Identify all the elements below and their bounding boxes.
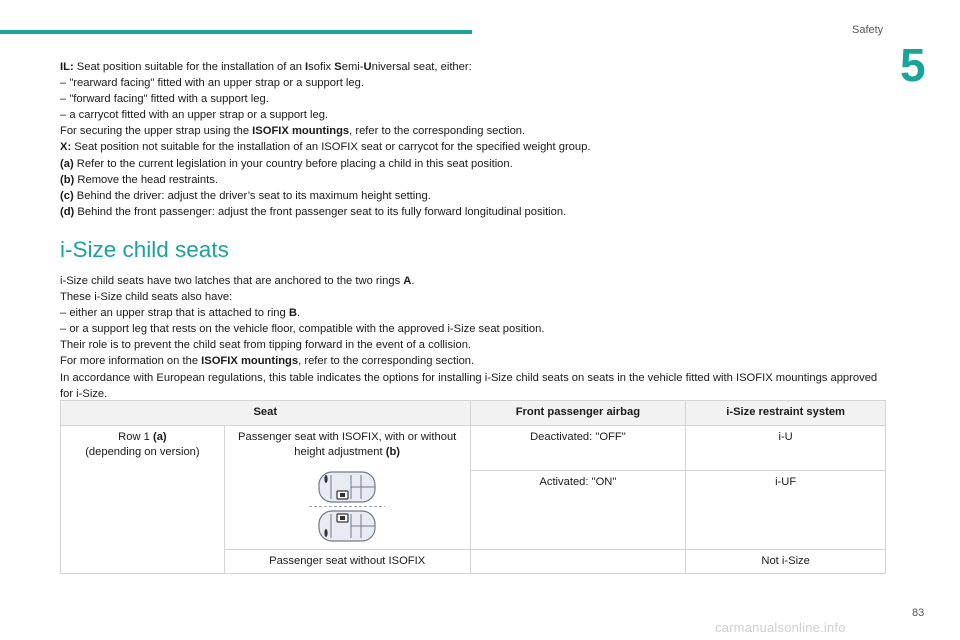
car-seat-diagram-icon <box>307 469 387 545</box>
page-content <box>60 59 890 402</box>
isize-para: In accordance with European regulations, this table indicates the options for installing i-Size child seats on seats in the vehicle fitted with ISOFIX mountings approved for i-Size. <box>60 371 878 400</box>
legend-note-b: (b) Remove the head restraints. <box>60 173 218 186</box>
legend-upper-strap: For securing the upper strap using the ISOFIX mountings, refer to the corresponding section. <box>60 125 526 138</box>
legend-il-item: – "forward facing" fitted with a support leg. <box>60 93 269 106</box>
system-on-cell: i-UF <box>686 470 886 549</box>
header-accent-bar <box>0 30 472 34</box>
row1-cell: Row 1 (a) (depending on version) <box>61 425 225 574</box>
isize-para: Their role is to prevent the child seat from tipping forward in the event of a collision. <box>60 339 472 352</box>
seat-no-isofix-system-cell: Not i-Size <box>686 549 886 574</box>
legend-note-c: (c) Behind the driver: adjust the driver’s seat to its maximum height setting. <box>60 189 431 202</box>
legend-note-a: (a) Refer to the current legislation in your country before placing a child in this seat position. <box>60 157 513 170</box>
isize-para: These i-Size child seats also have: <box>60 291 233 304</box>
seat-isofix-cell: Passenger seat with ISOFIX, with or without height adjustment (b) <box>224 425 470 549</box>
table-header-airbag: Front passenger airbag <box>470 401 686 426</box>
airbag-on-cell: Activated: "ON" <box>470 470 686 549</box>
chapter-number: 5 <box>900 39 926 91</box>
isize-list-item: – either an upper strap that is attached to ring B. <box>60 307 301 320</box>
section-title: Safety <box>852 24 884 36</box>
isize-para: For more information on the ISOFIX mountings, refer to the corresponding section. <box>60 355 475 368</box>
legend-x: X: Seat position not suitable for the installation of an ISOFIX seat or carrycot for the specified weight group. <box>60 141 591 154</box>
legend-note-d: (d) Behind the front passenger: adjust the front passenger seat to its fully forward longitudinal position. <box>60 205 567 218</box>
isize-list-item: – or a support leg that rests on the vehicle floor, compatible with the approved i-Size seat position. <box>60 323 545 336</box>
isize-table <box>60 400 886 574</box>
watermark: carmanualsonline.info <box>715 620 846 635</box>
system-off-cell: i-U <box>686 425 886 470</box>
seat-no-isofix-cell: Passenger seat without ISOFIX <box>224 549 470 574</box>
table-header-seat: Seat <box>61 401 471 426</box>
table-header-system: i-Size restraint system <box>686 401 886 426</box>
isize-para: i-Size child seats have two latches that are anchored to the two rings A. <box>60 274 415 287</box>
table-header-row <box>61 401 886 426</box>
page-number: 83 <box>912 607 925 619</box>
isize-heading: i-Size child seats <box>60 236 229 262</box>
airbag-off-cell: Deactivated: "OFF" <box>470 425 686 470</box>
legend-il-item: – "rearward facing" fitted with an upper strap or a support leg. <box>60 77 364 90</box>
table-row <box>61 425 886 470</box>
legend-il: IL: Seat position suitable for the installation of an Isofix Semi-Universal seat, either: <box>60 61 472 73</box>
legend-il-item: – a carrycot fitted with an upper strap or a support leg. <box>60 109 329 122</box>
seat-no-isofix-airbag-cell <box>470 549 686 574</box>
